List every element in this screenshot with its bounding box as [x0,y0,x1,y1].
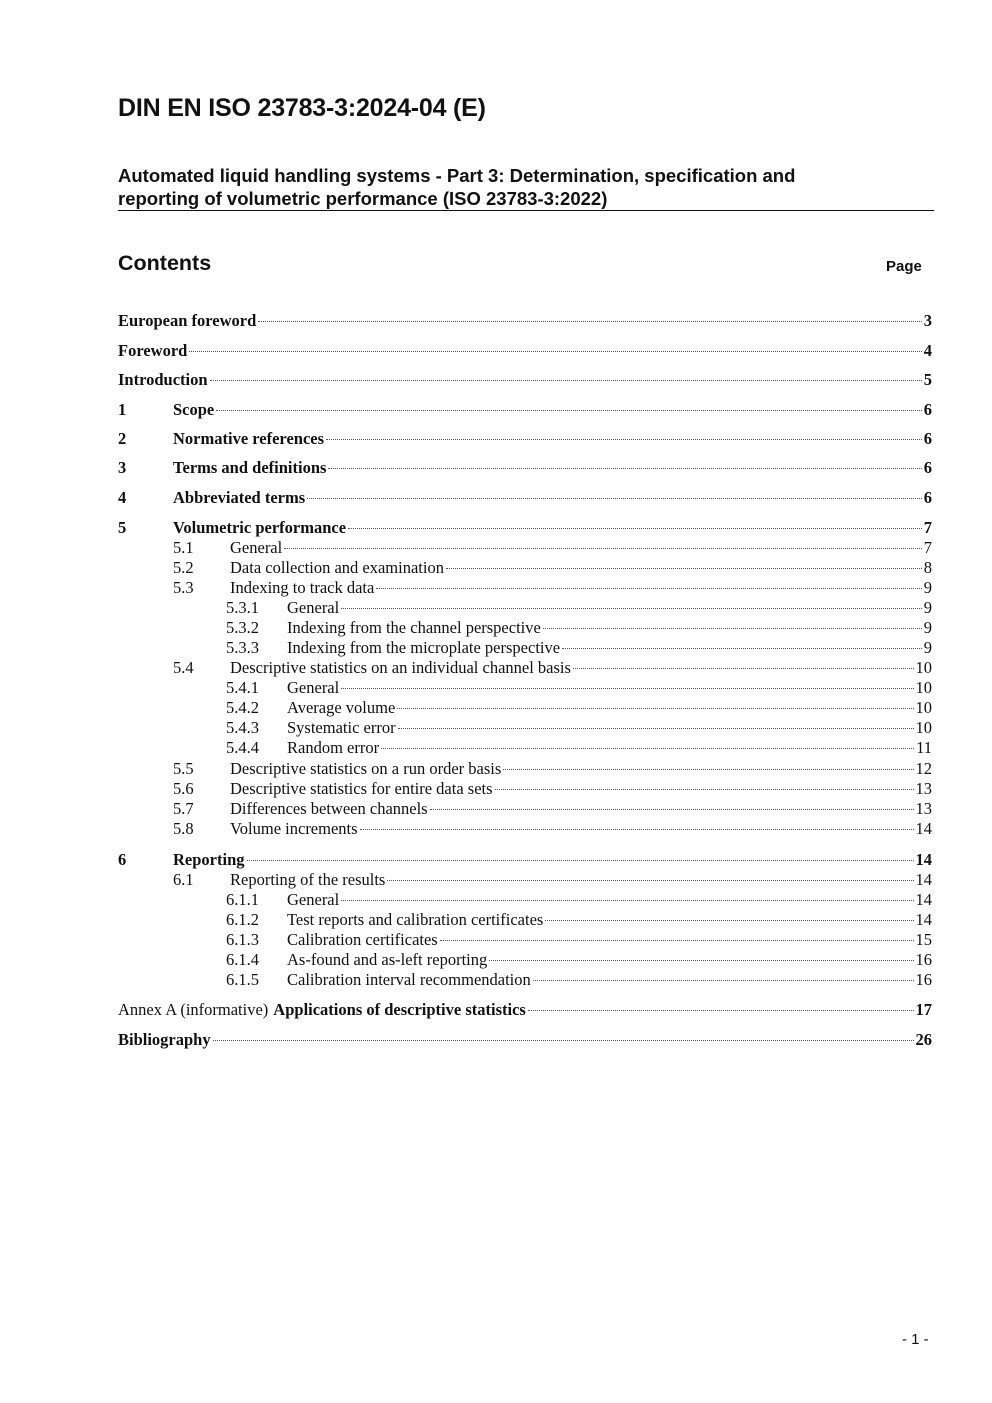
toc-number: 5.7 [173,799,194,818]
toc-page-number: 8 [923,558,932,577]
toc-title: General [287,598,340,617]
toc-entry-annex-a[interactable] [118,1000,932,1020]
toc-title: Volume increments [230,819,358,838]
toc-entry-5-4-4-random-error[interactable] [226,738,932,758]
footer-page-number: - 1 - [902,1331,929,1348]
toc-page-number: 13 [915,779,932,798]
toc-title: Volumetric performance [173,518,347,537]
toc-leader [326,439,922,440]
toc-entry-5-6-entire-data-sets[interactable] [173,779,932,799]
toc-entry-6-1-reporting-results[interactable] [173,870,932,890]
toc-entry-foreword[interactable] [118,341,932,361]
toc-number: 2 [118,429,127,448]
toc-title: Foreword [118,341,188,360]
toc-number: 5.4 [173,658,194,677]
toc-leader [210,380,922,381]
toc-entry-5-5-run-order[interactable] [173,759,932,779]
toc-title: Descriptive statistics on an individual channel basis [230,658,571,677]
toc-entry-5-4-2-average-volume[interactable] [226,698,932,718]
toc-entry-scope[interactable] [118,400,932,420]
toc-page-number: 26 [915,1030,932,1049]
toc-number: 5 [118,518,127,537]
toc-entry-5-3-1-general[interactable] [226,598,932,618]
toc-number: 5.2 [173,558,194,577]
toc-leader [360,829,914,830]
toc-title: Bibliography [118,1030,211,1049]
toc-number: 1 [118,400,127,419]
toc-title: Indexing from the microplate perspective [287,638,561,657]
toc-page-number: 10 [915,658,932,677]
toc-leader [495,789,914,790]
toc-number: 6.1.5 [226,970,259,989]
toc-number: 5.3.1 [226,598,259,617]
toc-page-number: 7 [923,518,932,537]
toc-number: 5.1 [173,538,194,557]
toc-page-number: 16 [915,970,932,989]
toc-title: Normative references [173,429,325,448]
toc-leader [307,498,922,499]
toc-page-number: 10 [915,718,932,737]
toc-number: 5.4.2 [226,698,259,717]
toc-number: 5.5 [173,759,194,778]
page-column-label: Page [886,258,922,275]
toc-page-number: 9 [923,578,932,597]
toc-number: 5.3 [173,578,194,597]
toc-entry-6-1-3-calibration-certificates[interactable] [226,930,932,950]
toc-leader [503,769,913,770]
toc-entry-6-1-1-general[interactable] [226,890,932,910]
toc-entry-5-3-3-microplate-perspective[interactable] [226,638,932,658]
toc-entry-5-2-data-collection[interactable] [173,558,932,578]
toc-entry-5-4-3-systematic-error[interactable] [226,718,932,738]
toc-title: Reporting [173,850,245,869]
toc-page-number: 14 [915,850,932,869]
toc-page-number: 5 [923,370,932,389]
toc-number: 5.4.4 [226,738,259,757]
toc-entry-6-1-2-test-reports[interactable] [226,910,932,930]
toc-entry-5-4-1-general[interactable] [226,678,932,698]
toc-leader [258,321,921,322]
toc-leader [376,588,921,589]
toc-number: 4 [118,488,127,507]
toc-leader [387,880,913,881]
document-subtitle [118,164,933,210]
toc-entry-normative-references[interactable] [118,429,932,449]
toc-leader [381,748,914,749]
toc-page-number: 9 [923,638,932,657]
toc-title: General [287,890,340,909]
toc-title: Terms and definitions [173,458,327,477]
toc-number: 6.1.3 [226,930,259,949]
document-id: DIN EN ISO 23783-3:2024-04 (E) [118,94,486,122]
toc-page-number: 10 [915,678,932,697]
toc-entry-reporting[interactable] [118,850,932,870]
toc-page-number: 6 [923,429,932,448]
toc-leader [545,920,913,921]
toc-title: Introduction [118,370,208,389]
toc-entry-bibliography[interactable] [118,1030,932,1050]
toc-entry-5-1-general[interactable] [173,538,932,558]
toc-leader [397,708,913,709]
toc-page-number: 15 [915,930,932,949]
toc-entry-5-3-indexing[interactable] [173,578,932,598]
toc-leader [348,528,922,529]
toc-number: 5.6 [173,779,194,798]
toc-leader [284,548,922,549]
toc-title: Calibration interval recommendation [287,970,531,989]
toc-page-number: 14 [915,910,932,929]
toc-page-number: 10 [915,698,932,717]
toc-title: Indexing from the channel perspective [287,618,541,637]
toc-title: Calibration certificates [287,930,438,949]
subtitle-underline [118,210,934,211]
toc-title: Indexing to track data [230,578,375,597]
toc-title: Descriptive statistics for entire data sets [230,779,493,798]
toc-leader [247,860,914,861]
toc-leader [189,351,921,352]
toc-number: 6.1.1 [226,890,259,909]
toc-leader [489,960,913,961]
toc-leader [533,980,914,981]
toc-page-number: 7 [923,538,932,557]
toc-page-number: 9 [923,618,932,637]
toc-page-number: 16 [915,950,932,969]
contents-heading: Contents [118,251,212,275]
toc-leader [528,1010,914,1011]
toc-number: 3 [118,458,127,477]
toc-number: 5.3.3 [226,638,259,657]
toc-annex-prefix: Annex A (informative) [118,1000,269,1019]
toc-leader [341,608,922,609]
subtitle-line-1: Automated liquid handling systems - Part 3: Determination, specification and [118,165,796,186]
toc-leader [440,940,914,941]
subtitle-line-2: reporting of volumetric performance (ISO 23783-3:2022) [118,188,608,209]
toc-leader [543,628,922,629]
toc-page-number: 12 [915,759,932,778]
toc-title: General [230,538,283,557]
toc-title: Random error [287,738,380,757]
toc-title: As-found and as-left reporting [287,950,488,969]
toc-page-number: 11 [916,738,932,757]
toc-title: European foreword [118,311,257,330]
toc-entry-5-4-individual-channel[interactable] [173,658,932,678]
toc-page-number: 14 [915,890,932,909]
toc-entry-5-3-2-channel-perspective[interactable] [226,618,932,638]
toc-page-number: 17 [915,1000,932,1019]
toc-title: Reporting of the results [230,870,386,889]
toc-title: General [287,678,340,697]
toc-title: Differences between channels [230,799,428,818]
toc-page-number: 9 [923,598,932,617]
toc-number: 6.1 [173,870,194,889]
toc-title: Descriptive statistics on a run order basis [230,759,502,778]
toc-entry-5-8-volume-increments[interactable] [173,819,932,839]
toc-leader [398,728,914,729]
toc-page-number: 3 [923,311,932,330]
toc-title: Abbreviated terms [173,488,306,507]
toc-entry-terms-and-definitions[interactable] [118,458,932,478]
toc-leader [446,568,922,569]
toc-entry-introduction[interactable] [118,370,932,390]
toc-page-number: 14 [915,819,932,838]
toc-leader [213,1040,914,1041]
toc-number: 6.1.2 [226,910,259,929]
toc-leader [328,468,921,469]
toc-leader [341,688,913,689]
toc-title: Average volume [287,698,396,717]
toc-page-number: 4 [923,341,932,360]
toc-title: Test reports and calibration certificates [287,910,544,929]
toc-entry-european-foreword[interactable] [118,311,932,331]
toc-page-number: 6 [923,400,932,419]
toc-leader [216,410,922,411]
toc-entry-6-1-4-as-found[interactable] [226,950,932,970]
toc-leader [562,648,922,649]
toc-number: 5.8 [173,819,194,838]
toc-entry-5-7-differences[interactable] [173,799,932,819]
toc-leader [341,900,913,901]
toc-title: Data collection and examination [230,558,444,577]
toc-number: 6 [118,850,127,869]
toc-page-number: 14 [915,870,932,889]
toc-number: 5.4.3 [226,718,259,737]
toc-entry-6-1-5-interval-recommendation[interactable] [226,970,932,990]
toc-number: 6.1.4 [226,950,259,969]
toc-number: 5.4.1 [226,678,259,697]
toc-title: Scope [173,400,215,419]
toc-entry-abbreviated-terms[interactable] [118,488,932,508]
toc-title: Systematic error [287,718,396,737]
toc-leader [573,668,914,669]
toc-page-number: 13 [915,799,932,818]
toc-page-number: 6 [923,458,932,477]
toc-page-number: 6 [923,488,932,507]
toc-entry-volumetric-performance[interactable] [118,518,932,538]
toc-title: Applications of descriptive statistics [273,1000,526,1019]
toc-number: 5.3.2 [226,618,259,637]
toc-leader [430,809,914,810]
